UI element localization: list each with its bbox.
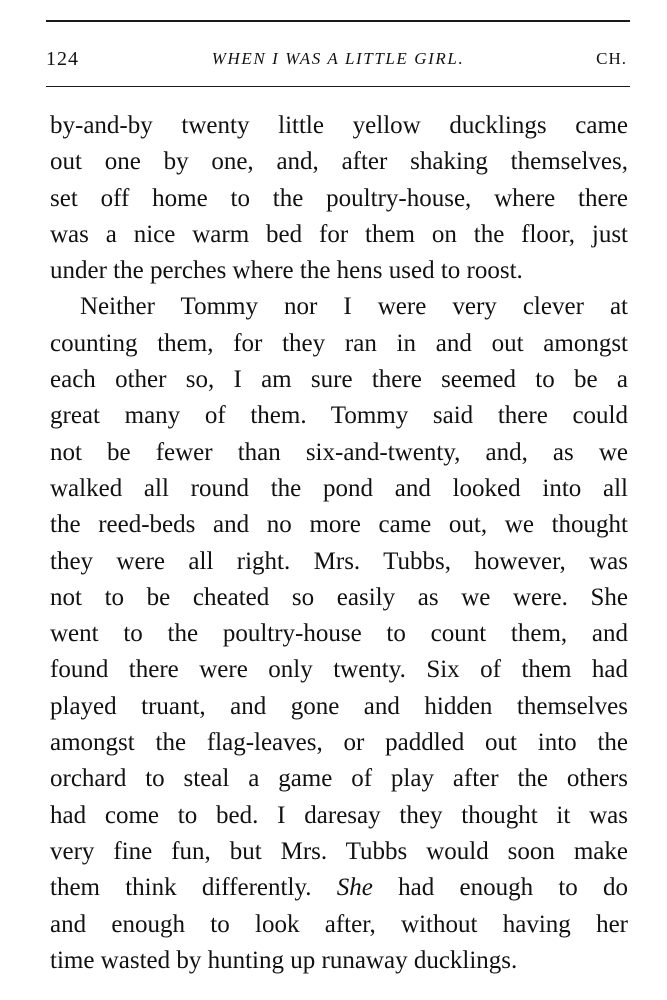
- header-top-rule: [46, 20, 630, 22]
- text-line: under the perches where the hens used to roost.: [50, 257, 523, 285]
- text-line-with-emphasis: [50, 870, 628, 906]
- text-line: had come to bed. I daresay they thought it was: [50, 801, 628, 829]
- text-line: found there were only twenty. Six of them had: [50, 656, 628, 684]
- text-line: counting them, for they ran in and out amongst: [50, 329, 628, 357]
- running-header: [46, 44, 630, 74]
- text-line: very fine fun, but Mrs. Tubbs would soon make: [50, 837, 628, 865]
- text-line: played truant, and gone and hidden themselves: [50, 692, 628, 720]
- line-segment: had enough to do: [372, 874, 629, 902]
- text-line: was a nice warm bed for them on the floor, just: [50, 220, 628, 248]
- text-line: each other so, I am sure there seemed to be a: [50, 366, 628, 394]
- text-line: the reed-beds and no more came out, we thought: [50, 511, 628, 539]
- chapter-mark: CH.: [596, 49, 627, 68]
- paragraph-first-line: Neither Tommy nor I were very clever at: [80, 293, 628, 321]
- text-line: by-and-by twenty little yellow ducklings came: [50, 112, 628, 139]
- body-text: [50, 108, 628, 979]
- text-line: they were all right. Mrs. Tubbs, however, was: [50, 547, 628, 575]
- text-line: went to the poultry-house to count them, and: [50, 620, 628, 648]
- text-line: set off home to the poultry-house, where there: [50, 184, 628, 212]
- text-line: out one by one, and, after shaking themselves,: [50, 148, 628, 176]
- text-line: not to be cheated so easily as we were. She: [50, 583, 628, 611]
- text-line: walked all round the pond and looked into all: [50, 474, 628, 502]
- text-line: amongst the flag-leaves, or paddled out into the: [50, 729, 628, 757]
- text-line: orchard to steal a game of play after the others: [50, 765, 628, 793]
- text-line: and enough to look after, without having her: [50, 910, 628, 938]
- text-line: time wasted by hunting up runaway ducklings.: [50, 946, 518, 974]
- running-title: WHEN I WAS A LITTLE GIRL.: [211, 49, 465, 68]
- page-number: 124: [46, 48, 79, 70]
- emphasized-word: She: [336, 874, 373, 902]
- text-line: great many of them. Tommy said there could: [50, 402, 628, 430]
- text-line: not be fewer than six-and-twenty, and, as we: [50, 438, 628, 466]
- line-segment: them think differently.: [50, 874, 337, 902]
- header-bottom-rule: [46, 86, 630, 87]
